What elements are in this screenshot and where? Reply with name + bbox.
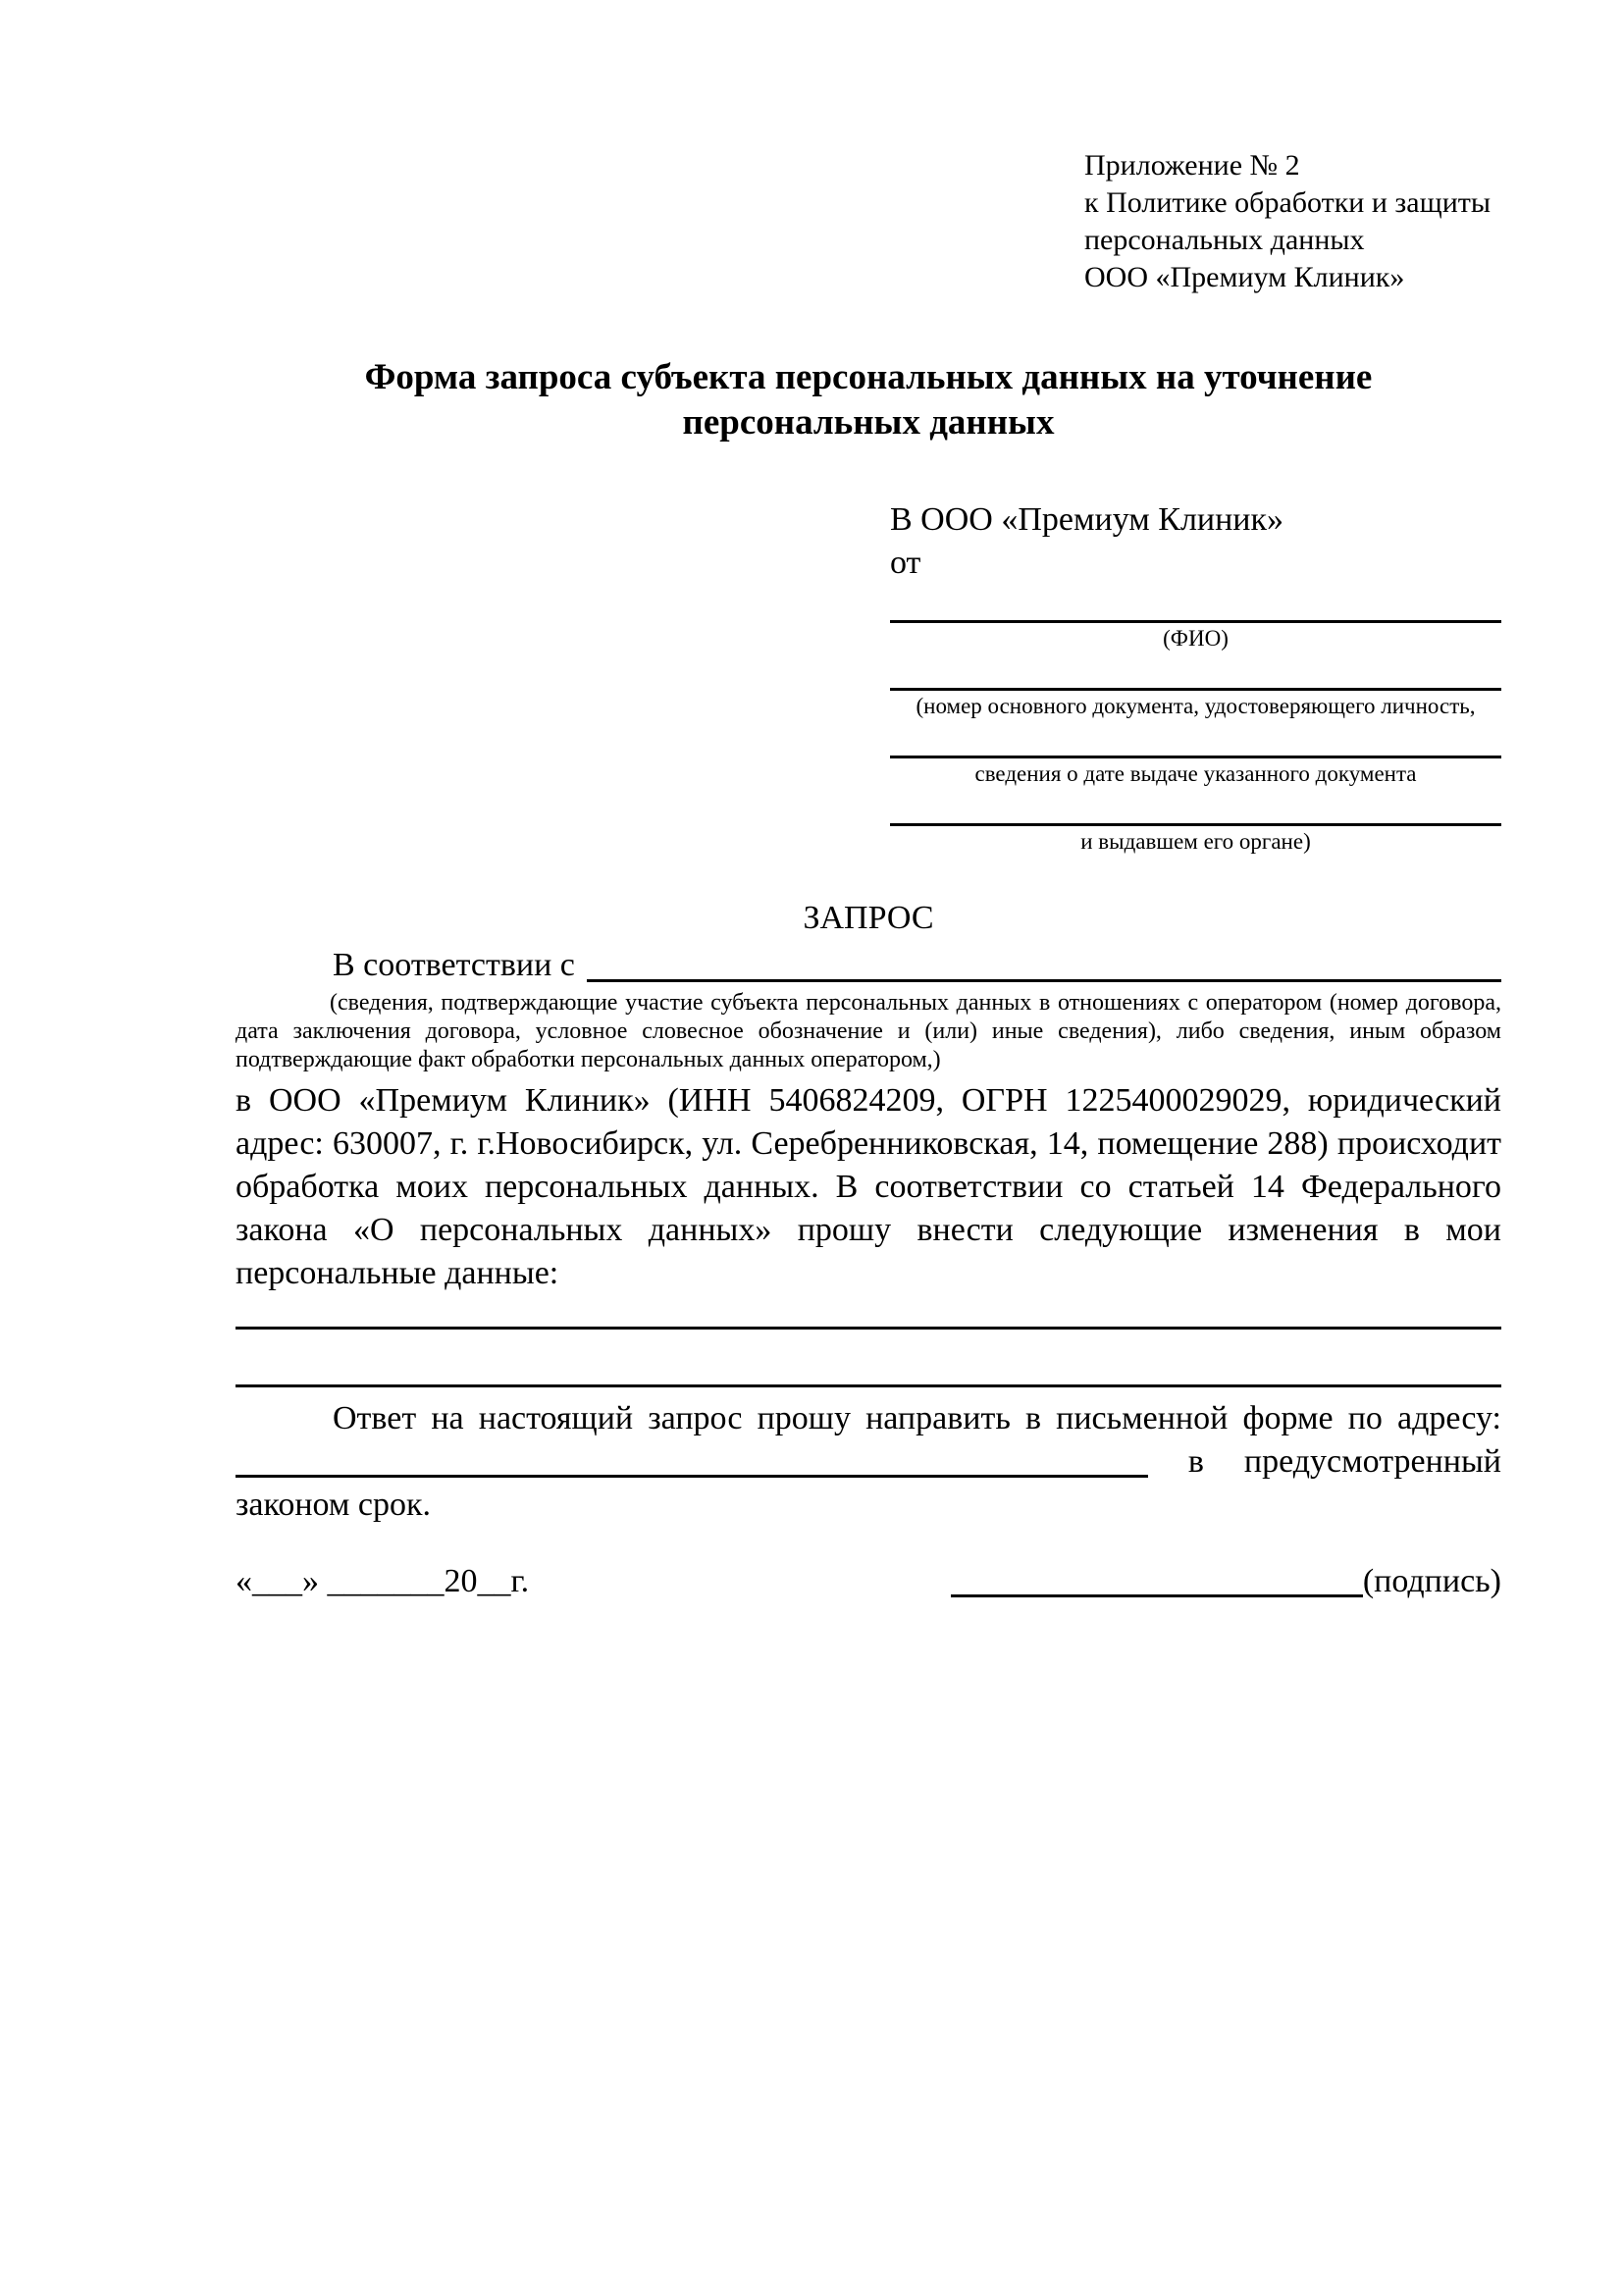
changes-blank-line-2	[236, 1384, 1501, 1387]
appendix-header	[1084, 147, 1501, 296]
signature-caption: (подпись)	[1362, 1563, 1501, 1599]
field-fio	[890, 620, 1501, 652]
issue-date-caption: сведения о дате выдаче указанного документа	[974, 761, 1417, 786]
signature-line	[951, 1594, 1363, 1597]
intro-note: (сведения, подтверждающие участие субъекта персональных данных в отношениях с оператором (номер договора, дата заключения договора, условное словесное обозначение и (или) иные сведения), либо сведения, иным образом подтверждающие факт обработки персональных данных оператором,)	[236, 990, 1501, 1072]
addressee-block	[890, 498, 1501, 856]
fio-caption: (ФИО)	[1163, 626, 1229, 651]
date-signature-row	[236, 1560, 1501, 1603]
appendix-line-2: к Политике обработки и защиты	[1084, 186, 1492, 219]
intro-row	[236, 944, 1501, 987]
date-blank: «___» _______20__г.	[236, 1563, 530, 1599]
reply-tail: законом срок.	[236, 1487, 431, 1523]
issuing-authority-caption: и выдавшем его органе)	[1080, 829, 1311, 854]
changes-blank-line-1	[236, 1327, 1501, 1330]
request-heading: ЗАПРОС	[803, 900, 934, 936]
reply-word-v: в	[1187, 1443, 1204, 1480]
field-issuing-authority	[890, 823, 1501, 856]
form-title: Форма запроса субъекта персональных данных на уточнение персональных данных	[364, 357, 1373, 443]
intro-prefix: В соответствии с	[333, 947, 575, 983]
addressee-from: от	[890, 545, 921, 581]
reply-line: Ответ на настоящий запрос прошу направить в письменной форме по адресу:	[333, 1400, 1501, 1436]
appendix-line-4: ООО «Премиум Клиник»	[1084, 261, 1405, 293]
appendix-line-3: персональных данных	[1084, 224, 1365, 256]
intro-blank-line	[587, 944, 1501, 982]
reply-word-predusmotrenny: предусмотренный	[1243, 1443, 1501, 1480]
request-body: в ООО «Премиум Клиник» (ИНН 5406824209, ОГРН 1225400029029, юридический адрес: 630007, г. г.Новосибирск, ул. Серебренниковская, 14, помещение 288) происходит обработка моих персональных данных. В соответствии со статьей 14 Федерального закона «О персональных данных» прошу внести следующие изменения в мои персональные данные:	[236, 1082, 1501, 1291]
appendix-line-1: Приложение № 2	[1084, 149, 1300, 182]
field-document-number	[890, 688, 1501, 720]
address-blank-line	[236, 1475, 1148, 1478]
reply-address-row	[236, 1440, 1501, 1484]
addressee-to: В ООО «Премиум Клиник»	[890, 501, 1284, 538]
document-number-caption: (номер основного документа, удостоверяющего личность,	[916, 694, 1476, 718]
field-issue-date	[890, 756, 1501, 788]
signature-block	[951, 1560, 1501, 1603]
